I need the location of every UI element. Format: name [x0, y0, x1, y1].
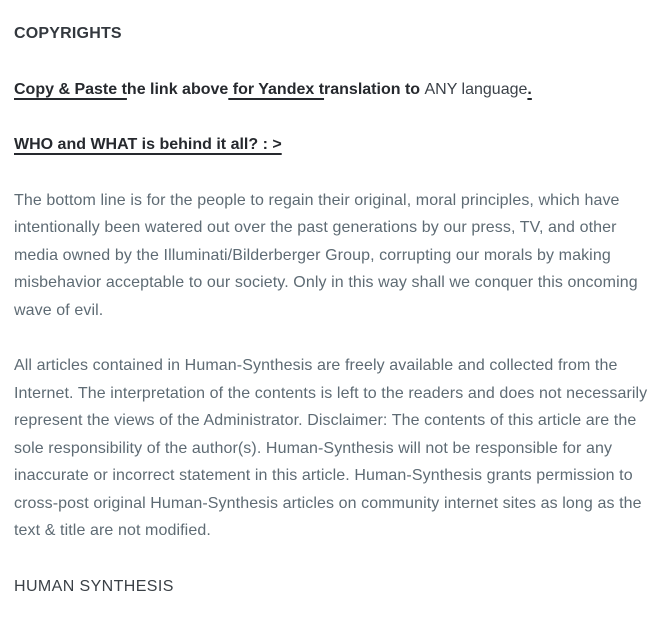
human-synthesis-heading: HUMAN SYNTHESIS	[14, 577, 174, 595]
who-what-link[interactable]: WHO and WHAT is behind it all? : >	[14, 136, 282, 153]
yandex-link[interactable]: for Yandex t	[228, 80, 325, 98]
copy-paste-text-1: he link above	[126, 80, 229, 98]
who-what-line	[14, 131, 648, 159]
period-link[interactable]: .	[527, 80, 532, 98]
copyrights-heading: COPYRIGHTS	[14, 25, 122, 42]
copy-paste-text-2: ranslation to	[324, 80, 425, 98]
copy-paste-link[interactable]: Copy & Paste t	[14, 80, 127, 98]
copy-paste-line	[14, 76, 648, 104]
any-language-text: ANY language	[424, 80, 528, 98]
mission-paragraph: The bottom line is for the people to regain their original, moral principles, which have intentionally been watered out over the past generations by our press, TV, and other media owned by the Illuminati/Bilderberger Group, corrupting our morals by making misbehavior acceptable to our society. Only in this way shall we conquer this oncoming wave of evil.	[14, 191, 638, 319]
disclaimer-paragraph: All articles contained in Human-Synthesis are freely available and collected from the Internet. The interpretation of the contents is left to the readers and does not necessarily represent the views of the Administrator. Disclaimer: The contents of this article are the sole responsibility of the author(s). Human-Synthesis will not be responsible for any inaccurate or incorrect statement in this article. Human-Synthesis grants permission to cross-post original Human-Synthesis articles on community internet sites as long as the text & title are not modified.	[14, 357, 648, 539]
